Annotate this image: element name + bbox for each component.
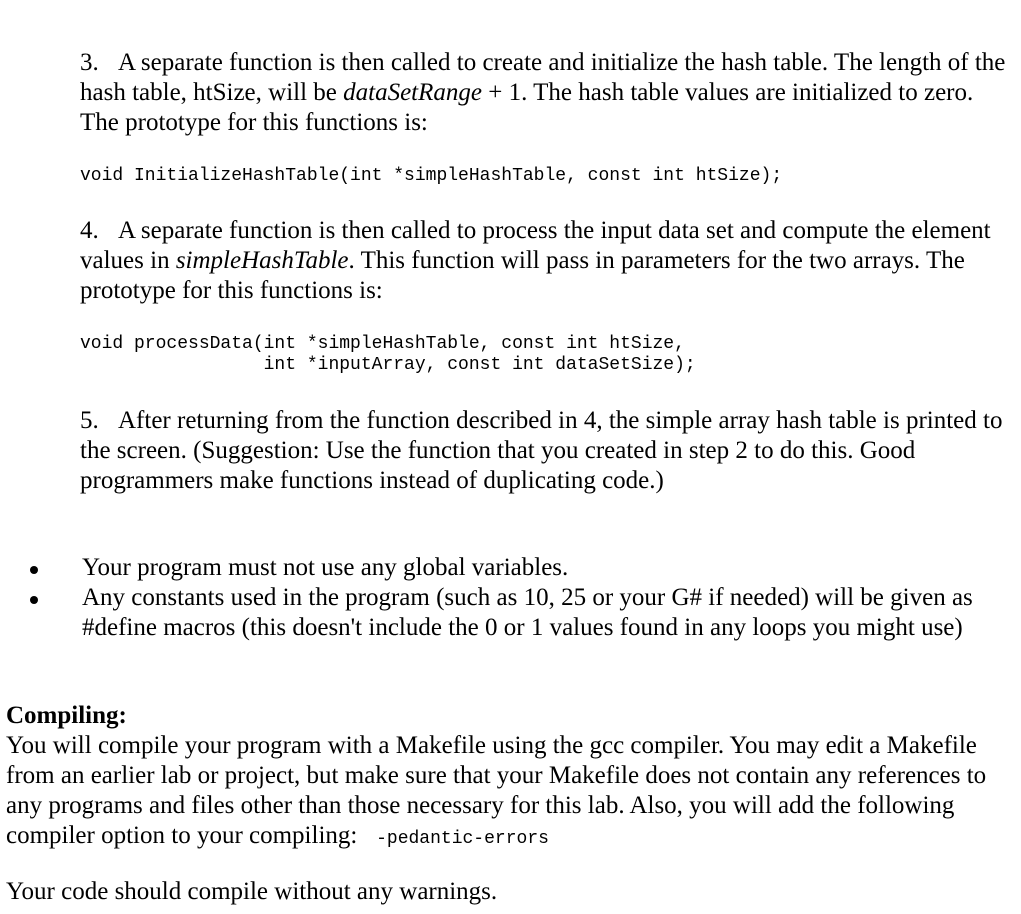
step-5-paragraph — [80, 406, 1005, 496]
bullet-dot-icon — [30, 596, 38, 604]
bullet-item — [30, 553, 1015, 583]
step-3-text-b: + 1. The hash table values are initialized to zero. The prototype for this functions is: — [80, 79, 974, 136]
bullet-text: Your program must not use any global variables. — [82, 554, 569, 581]
step-3-prototype-code: void InitializeHashTable(int *simpleHashTable, const int htSize); — [80, 166, 783, 186]
compiling-heading: Compiling: — [6, 702, 127, 729]
step-3-text-a: A separate function is then called to create and initialize the hash table. The length of the hash table, htSize, will be — [80, 49, 1006, 106]
step-3-paragraph — [80, 48, 1010, 138]
compile-warning-note: Your code should compile without any warnings. — [6, 878, 498, 905]
compiling-text: You will compile your program with a Makefile using the gcc compiler. You may edit a Makefile from an earlier lab or project, but make sure that your Makefile does not contain any references to any programs and files other than those necessary for this lab. Also, you will add the following compiler option to your compiling: — [6, 732, 993, 849]
step-5-number: 5. — [80, 407, 99, 434]
step-3-italic-term: dataSetRange — [343, 79, 482, 106]
compiling-paragraph — [6, 731, 1016, 854]
step-4-prototype-code-line-1: void processData(int *simpleHashTable, const int htSize, — [80, 334, 685, 354]
step-4-number: 4. — [80, 217, 99, 244]
bullet-text: Any constants used in the program (such as 10, 25 or your G# if needed) will be given as #define macros (this doesn't include the 0 or 1 values found in any loops you might use) — [82, 584, 973, 641]
step-4-text-b: . This function will pass in parameters for the two arrays. The prototype for this functions is: — [80, 247, 965, 304]
bullet-dot-icon — [30, 566, 38, 574]
requirements-bullet-list — [30, 553, 1015, 643]
step-4-italic-term: simpleHashTable — [175, 247, 349, 274]
step-4-paragraph — [80, 216, 1018, 306]
step-5-text: After returning from the function described in 4, the simple array hash table is printed to the screen. (Suggestion: Use the function that you created in step 2 to do this. Good programmers make functions instead of duplicating code.) — [80, 407, 1003, 494]
bullet-item — [30, 583, 1015, 643]
step-4-prototype-code-line-2: int *inputArray, const int dataSetSize); — [80, 355, 696, 375]
compiler-option-code: -pedantic-errors — [376, 829, 549, 849]
step-3-number: 3. — [80, 49, 99, 76]
step-4-text-a: A separate function is then called to process the input data set and compute the element values in — [80, 217, 991, 274]
